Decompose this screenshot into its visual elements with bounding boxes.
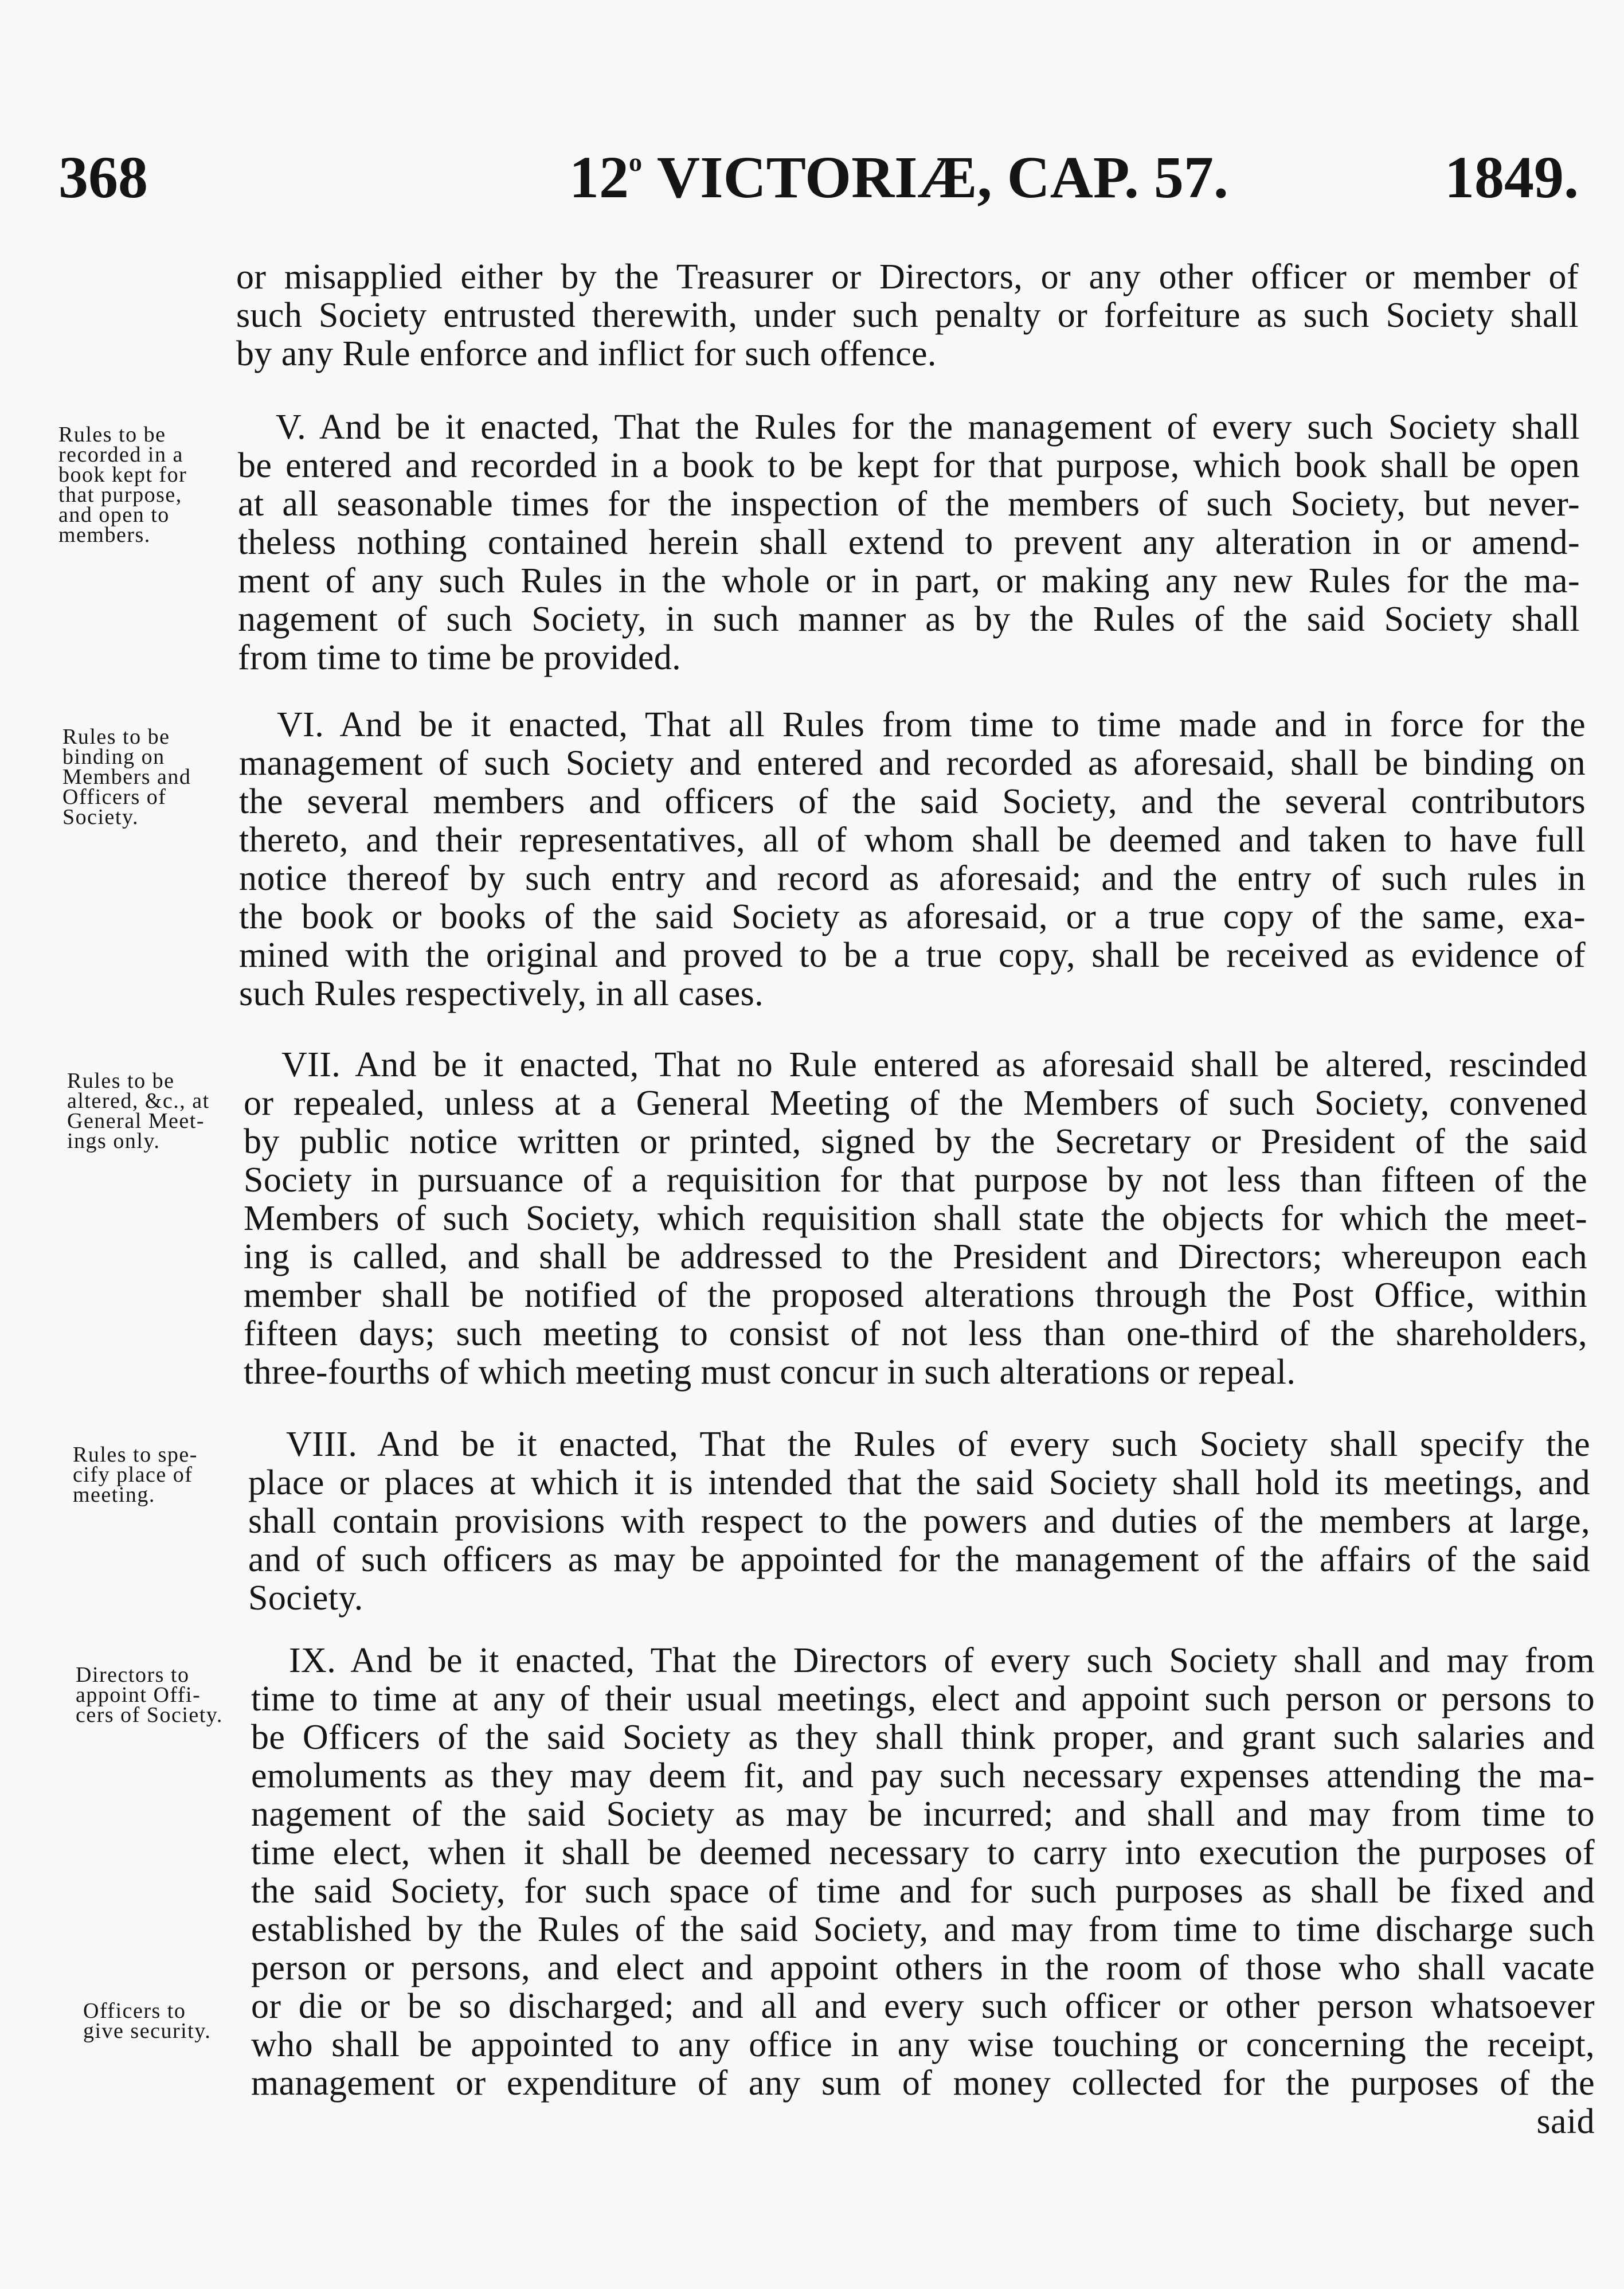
margin-note-line: binding on xyxy=(62,745,165,769)
section-viii-text xyxy=(248,1425,1590,1618)
margin-note-section-vi xyxy=(62,727,191,827)
page-number: 368 xyxy=(58,144,148,210)
margin-note-section-ix xyxy=(76,1665,223,1725)
text-line: shall contain provisions with respect to the powers and duties of the members at large, xyxy=(248,1502,1590,1541)
margin-note-section-v xyxy=(58,425,187,545)
margin-note-line: Rules to be xyxy=(62,725,170,749)
running-title xyxy=(569,144,1228,210)
chapter-title: VICTORIÆ, CAP. 57. xyxy=(657,144,1228,210)
margin-note-line: book kept for xyxy=(58,463,187,487)
text-line: the book or books of the said Society as aforesaid, or a true copy of the same, exa- xyxy=(239,897,1586,936)
margin-note-line: Rules to be xyxy=(58,423,166,447)
margin-note-section-vii xyxy=(67,1071,210,1151)
text-line: V. And be it enacted, That the Rules for the management of every such Society shall xyxy=(276,408,1580,447)
margin-note-line: cify place of xyxy=(73,1463,193,1487)
text-line: or repealed, unless at a General Meeting of the Members of such Society, convened xyxy=(244,1084,1587,1123)
text-line: management or expenditure of any sum of money collected for the purposes of the xyxy=(251,2064,1595,2103)
margin-note-line: Rules to be xyxy=(67,1069,175,1093)
text-line: ing is called, and shall be addressed to the President and Directors; whereupon each xyxy=(244,1237,1587,1276)
margin-note-line: appoint Offi- xyxy=(76,1683,201,1707)
text-line: mined with the original and proved to be a true copy, shall be received as evidence of xyxy=(239,936,1586,975)
text-line: by any Rule enforce and inflict for such offence. xyxy=(236,334,937,373)
margin-note-line: ings only. xyxy=(67,1129,161,1153)
text-line: management of such Society and entered and recorded as aforesaid, shall be binding on xyxy=(239,744,1586,783)
text-line: fifteen days; such meeting to consist of not less than one-third of the shareholders, xyxy=(244,1314,1587,1353)
text-line: or misapplied either by the Treasurer or Directors, or any other officer or member of xyxy=(236,257,1579,296)
text-line: such Rules respectively, in all cases. xyxy=(239,974,764,1013)
regnal-year: 12 xyxy=(569,144,629,210)
year: 1849. xyxy=(1445,144,1579,210)
text-line: such Society entrusted therewith, under such penalty or forfeiture as such Society shall xyxy=(236,296,1579,335)
text-line: be Officers of the said Society as they shall think proper, and grant such salaries and xyxy=(251,1718,1595,1757)
text-line: and of such officers as may be appointed for the management of the affairs of the said xyxy=(248,1540,1590,1579)
continuation-paragraph xyxy=(236,258,1579,373)
text-line: time elect, when it shall be deemed necessary to carry into execution the purposes of xyxy=(251,1833,1595,1872)
margin-note-section-viii xyxy=(73,1445,198,1505)
text-line: Society. xyxy=(248,1579,363,1618)
text-line: or die or be so discharged; and all and every such officer or other person whatsoever xyxy=(251,1987,1595,2026)
margin-note-officers-security xyxy=(83,2001,211,2041)
margin-note-line: Society. xyxy=(62,805,139,829)
text-line: theless nothing contained herein shall extend to prevent any alteration in or amend- xyxy=(238,523,1580,562)
text-line: Society in pursuance of a requisition for that purpose by not less than fifteen of the xyxy=(244,1161,1587,1200)
margin-note-line: members. xyxy=(58,523,151,547)
margin-note-line: General Meet- xyxy=(67,1109,205,1133)
section-vi-text xyxy=(239,706,1586,1013)
margin-note-line: Members and xyxy=(62,765,191,789)
section-vii-text xyxy=(244,1046,1587,1392)
text-line: VII. And be it enacted, That no Rule entered as aforesaid shall be altered, rescinded xyxy=(281,1045,1587,1084)
text-line: the said Society, for such space of time and for such purposes as shall be fixed and xyxy=(251,1872,1595,1911)
text-line: be entered and recorded in a book to be kept for that purpose, which book shall be open xyxy=(238,446,1580,485)
text-line: by public notice written or printed, signed by the Secretary or President of the said xyxy=(244,1122,1587,1161)
text-line: person or persons, and elect and appoint others in the room of those who shall vacate xyxy=(251,1948,1595,1987)
text-line: IX. And be it enacted, That the Directors of every such Society shall and may from xyxy=(289,1641,1595,1680)
regnal-year-superscript: o xyxy=(629,147,642,177)
text-line: from time to time be provided. xyxy=(238,638,682,677)
text-line: place or places at which it is intended that the said Society shall hold its meetings, and xyxy=(248,1463,1590,1502)
text-line: three-fourths of which meeting must concur in such alterations or repeal. xyxy=(244,1353,1296,1392)
text-line: notice thereof by such entry and record as aforesaid; and the entry of such rules in xyxy=(239,859,1586,898)
text-line: established by the Rules of the said Society, and may from time to time discharge such xyxy=(251,1910,1595,1949)
section-v-text xyxy=(238,408,1580,677)
catchword: said xyxy=(1536,2102,1595,2141)
margin-note-line: Officers of xyxy=(62,785,167,809)
margin-note-line: that purpose, xyxy=(58,483,182,507)
margin-note-line: Officers to xyxy=(83,1999,186,2023)
text-line: at all seasonable times for the inspection of the members of such Society, but never- xyxy=(238,485,1580,524)
margin-note-line: altered, &c., at xyxy=(67,1089,210,1113)
text-line: who shall be appointed to any office in any wise touching or concerning the receipt, xyxy=(251,2025,1595,2064)
margin-note-line: give security. xyxy=(83,2019,212,2043)
text-line: VIII. And be it enacted, That the Rules of every such Society shall specify the xyxy=(286,1425,1590,1464)
text-line: ment of any such Rules in the whole or in part, or making any new Rules for the ma- xyxy=(238,561,1580,600)
margin-note-line: Rules to spe- xyxy=(73,1443,198,1467)
margin-note-line: and open to xyxy=(58,503,170,527)
margin-note-line: meeting. xyxy=(73,1483,155,1507)
text-line: thereto, and their representatives, all of whom shall be deemed and taken to have full xyxy=(239,821,1586,860)
text-line: nagement of such Society, in such manner as by the Rules of the said Society shall xyxy=(238,600,1580,639)
margin-note-line: cers of Society. xyxy=(76,1703,223,1727)
section-ix-text xyxy=(251,1642,1595,2141)
margin-note-line: Directors to xyxy=(76,1663,190,1687)
text-line: Members of such Society, which requisition shall state the objects for which the meet- xyxy=(244,1199,1587,1238)
text-line: member shall be notified of the proposed alterations through the Post Office, within xyxy=(244,1276,1587,1315)
text-line: time to time at any of their usual meetings, elect and appoint such person or persons to xyxy=(251,1679,1595,1718)
text-line: emoluments as they may deem fit, and pay such necessary expenses attending the ma- xyxy=(251,1756,1595,1795)
text-line: the several members and officers of the said Society, and the several contributors xyxy=(239,782,1586,821)
margin-note-line: recorded in a xyxy=(58,443,183,467)
text-line: VI. And be it enacted, That all Rules from time to time made and in force for the xyxy=(277,705,1586,744)
text-line: nagement of the said Society as may be incurred; and shall and may from time to xyxy=(251,1795,1595,1834)
